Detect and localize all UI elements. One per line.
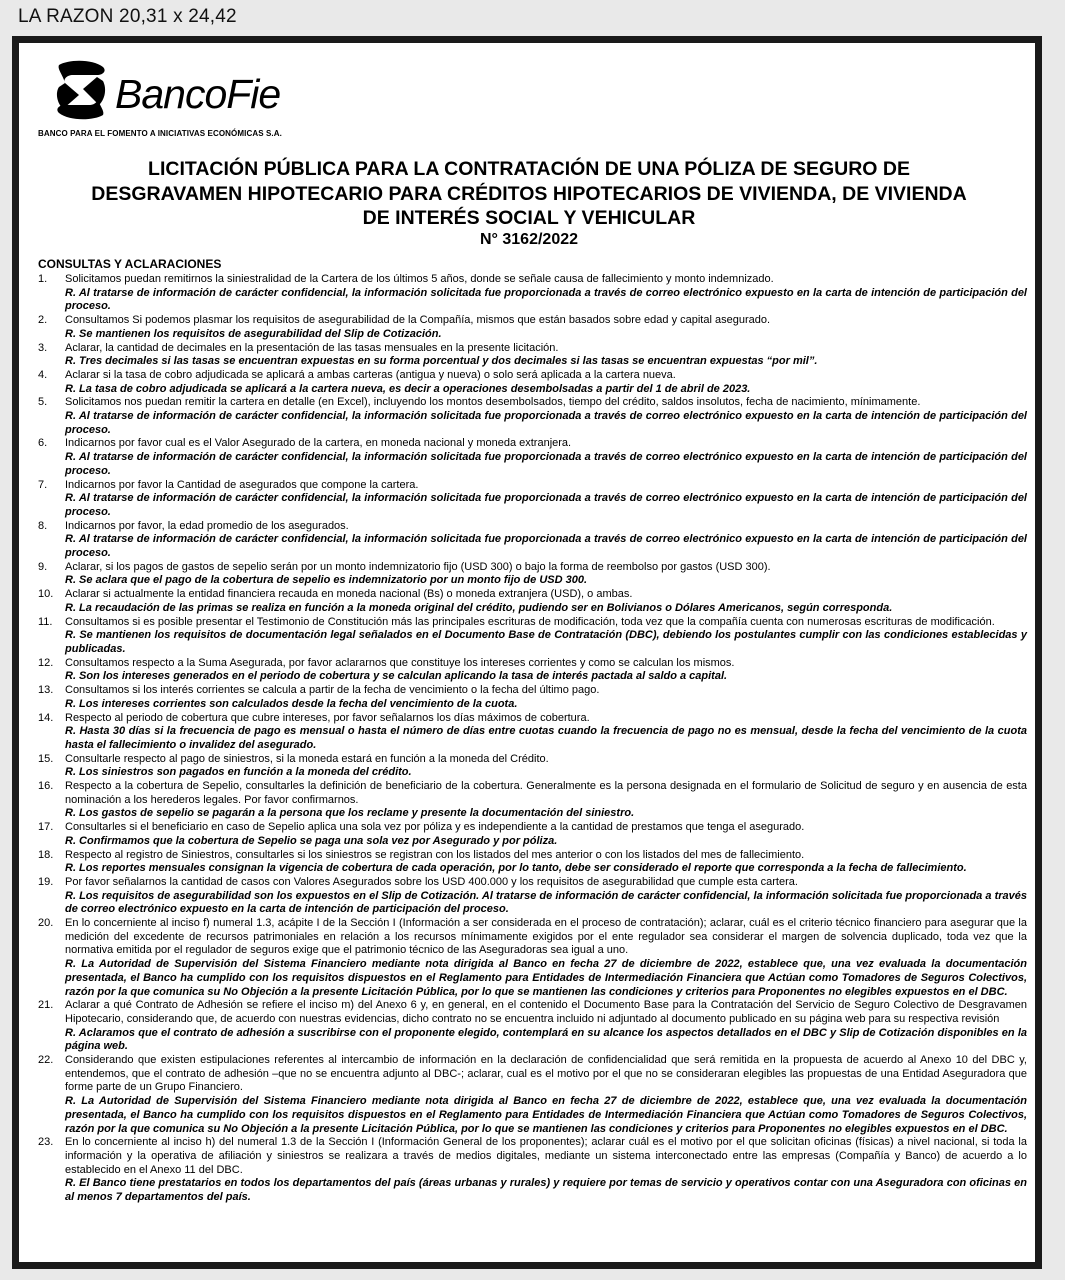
answer-text: R. Al tratarse de información de carácter confidencial, la información solicitada fue proporcionada a través de correo electrónico expuesto en la carta de intención de participación del proceso.: [65, 451, 1027, 477]
item-number: 7.: [38, 478, 48, 491]
item-number: 20.: [38, 917, 54, 930]
question-text: Respecto al registro de Siniestros, consultarles si los siniestros se registran con los listados del mes anterior o con los listados del mes de fallecimiento.: [65, 848, 805, 861]
qa-item: [38, 342, 1027, 369]
answer-text: R. Hasta 30 días si la frecuencia de pago es mensual o hasta el número de días entre cuotas cuando la frecuencia de pago no es mensual, desde la fecha del vencimiento de la cuota hasta el fallecimiento o invalidez del asegurado.: [65, 725, 1027, 751]
answer-text: R. Confirmamos que la cobertura de Sepelio se paga una sola vez por Asegurado y por póliza.: [65, 834, 558, 847]
qa-item: [38, 712, 1027, 753]
qa-item: [38, 369, 1027, 396]
answer-text: R. Al tratarse de información de carácter confidencial, la información solicitada fue proporcionada a través de correo electrónico expuesto en la carta de intención de participación del proceso.: [65, 286, 1027, 313]
qa-item: [38, 1054, 1027, 1136]
bank-tagline: BANCO PARA EL FOMENTO A INICIATIVAS ECONÓMICAS S.A.: [38, 129, 282, 138]
notice-title: LICITACIÓN PÚBLICA PARA LA CONTRATACIÓN DE UNA PÓLIZA DE SEGURO DE DESGRAVAMEN HIPOTECARIO PARA CRÉDITOS HIPOTECARIOS DE VIVIENDA, DE VIVIENDA DE INTERÉS SOCIAL Y VEHICULAR: [91, 158, 967, 229]
question-text: Indicarnos por favor cual es el Valor Asegurado de la cartera, en moneda nacional y moneda extranjera.: [65, 437, 572, 450]
question-text: En lo concerniente al inciso f) numeral 1.3, acápite I de la Sección I (Información a ser considerada en el proceso de contratación); aclarar, cuál es el criterio técnico financiero para asegurar que la medición del excedente de recursos patrimoniales en relación a los recursos mínimamente exigidos por el ente regulador sea considerar el margen de solvencia duplicado, toda vez que la normativa emitida por el regulador de seguros exige que el patrimonio técnico de las Aseguradoras sea igual a uno.: [65, 917, 1027, 957]
question-text: Consultamos si los interés corrientes se calcula a partir de la fecha de vencimiento o la fecha del último pago.: [65, 684, 600, 697]
qa-item: [38, 273, 1027, 314]
item-number: 21.: [38, 999, 54, 1012]
item-number: 10.: [38, 588, 54, 601]
notice-content: [31, 53, 1027, 1256]
question-text: Aclarar, la cantidad de decimales en la presentación de las tasas mensuales en la presente licitación.: [65, 341, 559, 354]
item-number: 1.: [38, 273, 48, 285]
qa-item: [38, 684, 1027, 711]
brand-name: BancoFie: [115, 71, 281, 117]
qa-item: [38, 314, 1027, 341]
item-number: 12.: [38, 656, 54, 669]
qa-item: [38, 616, 1027, 657]
question-text: En lo concerniente al inciso h) del numeral 1.3 de la Sección I (Información General de los proponentes); aclarar cuál es el motivo por el que solicitan oficinas (físicas) a nivel nacional, si toda la información y la operativa de afiliación y siniestros se realizara a través de medios digitales, mediante un sistema interconectado entre las empresas (Compañía y Banco) de acuerdo a lo establecido en el Anexo 11 del DBC.: [65, 1136, 1027, 1176]
question-text: Consultamos respecto a la Suma Asegurada, por favor aclararnos que constituye los intereses corrientes y como se calculan los mismos.: [65, 656, 735, 669]
question-text: Solicitamos nos puedan remitir la cartera en detalle (en Excel), incluyendo los montos desembolsados, tiempo del crédito, saldos insolutos, fecha de nacimiento, mínimamente.: [65, 396, 921, 409]
question-text: Aclarar, si los pagos de gastos de sepelio serán por un monto indemnizatorio fijo (USD 300) o bajo la forma de reembolso por gastos (USD 300).: [65, 560, 771, 573]
answer-text: R. Se mantienen los requisitos de asegurabilidad del Slip de Cotización.: [65, 327, 442, 340]
question-text: Por favor señalarnos la cantidad de casos con Valores Asegurados sobre los USD 400.000 y los requisitos de asegurabilidad que cumple esta cartera.: [65, 875, 798, 888]
item-number: 14.: [38, 711, 54, 724]
qa-item: [38, 437, 1027, 478]
qa-item: [38, 780, 1027, 821]
item-number: 15.: [38, 752, 54, 765]
answer-text: R. Los requisitos de asegurabilidad son los expuestos en el Slip de Cotización. Al tratarse de información de carácter confidencial, la información solicitada fue proporcionada a través de correo electrónico expuesto en la carta de intención de participación del proceso.: [65, 889, 1027, 916]
question-text: Consultarles si el beneficiario en caso de Sepelio aplica una sola vez por póliza y es independiente a la cantidad de prestamos que tenga el asegurado.: [65, 821, 805, 834]
question-text: Indicarnos por favor, la edad promedio de los asegurados.: [65, 519, 349, 532]
publication-caption: LA RAZON 20,31 x 24,42: [18, 6, 237, 27]
item-number: 2.: [38, 314, 48, 327]
qa-item: [38, 999, 1027, 1054]
tender-number: N° 3162/2022: [479, 231, 579, 248]
question-text: Respecto al periodo de cobertura que cubre intereses, por favor señalarnos los días máximos de cobertura.: [65, 711, 590, 724]
answer-text: R. Los intereses corrientes son calculados desde la fecha del vencimiento de la cuota.: [65, 697, 518, 710]
question-text: Respecto a la cobertura de Sepelio, consultarles la definición de beneficiario de la cobertura. Generalmente es la persona designada en el formulario de Solicitud de seguro y en ausencia de esta nominación a los herederos legales. Por favor confirmarnos.: [65, 780, 1027, 806]
qa-item: [38, 821, 1027, 848]
item-number: 13.: [38, 684, 54, 697]
section-title: CONSULTAS Y ACLARACIONES: [38, 257, 222, 271]
answer-text: R. Los gastos de sepelio se pagarán a la persona que los reclame y presente la documentación del siniestro.: [65, 807, 635, 820]
answer-text: R. Los siniestros son pagados en función a la moneda del crédito.: [65, 766, 412, 779]
qa-item: [38, 396, 1027, 437]
answer-text: R. Los reportes mensuales consignan la vigencia de cobertura de cada operación, por lo tanto, debe ser considerado el reporte que corresponda a la fecha de fallecimiento.: [65, 862, 967, 875]
qa-item: [38, 849, 1027, 876]
bank-logo: [53, 59, 313, 131]
answer-text: R. El Banco tiene prestatarios en todos los departamentos del país (áreas urbanas y rurales) y requiere por temas de servicio y operativos contar con una Aseguradora con oficinas en al menos 7 departamentos del país.: [65, 1177, 1027, 1204]
item-number: 4.: [38, 368, 48, 381]
answer-text: R. Se mantienen los requisitos de documentación legal señalados en el Documento Base de Contratación (DBC), debiendo los postulantes cumplir con las condiciones establecidas y publicadas.: [65, 629, 1027, 655]
question-text: Consultamos si es posible presentar el Testimonio de Constitución más las principales escrituras de modificación, toda vez que la compañía cuenta con numerosas escrituras de modificación.: [65, 615, 995, 628]
qa-item: [38, 561, 1027, 588]
qa-item: [38, 1136, 1027, 1205]
item-number: 22.: [38, 1054, 54, 1067]
answer-text: R. Tres decimales si las tasas se encuentran expuestas en su forma porcentual y dos decimales si las tasas se encuentran expuestas “por mil”.: [65, 355, 818, 368]
question-text: Consultamos Si podemos plasmar los requisitos de asegurabilidad de la Compañía, mismos que están basados sobre edad y capital asegurado.: [65, 314, 771, 327]
qa-item: [38, 917, 1027, 999]
qa-item: [38, 657, 1027, 684]
bank-logo-icon: [53, 59, 109, 121]
question-text: Aclarar si actualmente la entidad financiera recauda en moneda nacional (Bs) o moneda extranjera (USD), o ambas.: [65, 588, 633, 601]
answer-text: R. Al tratarse de información de carácter confidencial, la información solicitada fue proporcionada a través de correo electrónico expuesto en la carta de intención de participación del proceso.: [65, 533, 1027, 560]
item-number: 18.: [38, 848, 54, 861]
qa-item: [38, 588, 1027, 615]
qa-item: [38, 479, 1027, 520]
answer-text: R. Son los intereses generados en el periodo de cobertura y se calculan aplicando la tasa de interés pactada al saldo a capital.: [65, 670, 728, 683]
answer-text: R. La tasa de cobro adjudicada se aplicará a la cartera nueva, es decir a operaciones desembolsadas a partir del 1 de abril de 2023.: [65, 382, 751, 395]
answer-text: R. La recaudación de las primas se realiza en función a la moneda original del crédito, pudiendo ser en Bolivianos o Dólares Americanos, según corresponda.: [65, 601, 893, 614]
item-number: 3.: [38, 341, 48, 354]
question-text: Consultarle respecto al pago de siniestros, si la moneda estará en función a la moneda del Crédito.: [65, 752, 549, 765]
item-number: 17.: [38, 821, 54, 834]
answer-text: R. Aclaramos que el contrato de adhesión a suscribirse con el proponente elegido, contemplará en su alcance los aspectos detallados en el DBC y Slip de Cotización disponibles en la página web.: [65, 1026, 1027, 1053]
answer-text: R. La Autoridad de Supervisión del Sistema Financiero mediante nota dirigida al Banco en fecha 27 de diciembre de 2022, establece que, una vez evaluada la documentación presentada, el Banco ha cumplido con los requisitos dispuestos en el Reglamento para Entidades de Intermediación Financiera que Actúan como Tomadores de Seguros Colectivos, razón por la que comunica su No Objeción a la presente Licitación Pública, por lo que se mantienen las condiciones y criterios para Proponentes no elegibles expuestos en el DBC.: [65, 958, 1027, 998]
question-text: Aclarar si la tasa de cobro adjudicada se aplicará a ambas carteras (antigua y nueva) o solo será aplicada a la cartera nueva.: [65, 368, 676, 381]
question-text: Solicitamos puedan remitirnos la siniestralidad de la Cartera de los últimos 5 años, donde se señale causa de fallecimiento y monto indemnizado.: [65, 273, 774, 285]
qa-item: [38, 876, 1027, 917]
qa-item: [38, 753, 1027, 780]
item-number: 16.: [38, 780, 54, 793]
item-number: 5.: [38, 396, 48, 409]
question-text: Considerando que existen estipulaciones referentes al intercambio de información en la declaración de confidencialidad que será remitida en la propuesta de acuerdo al Anexo 10 del DBC y, entendemos, que el contrato de adhesión –que no se encuentra adjunto al DBC-; aclarar, cual es el motivo por el que no se consideraran elegibles las propuestas de una Entidad Aseguradora que forme parte de un Grupo Financiero.: [65, 1054, 1027, 1094]
item-number: 8.: [38, 519, 48, 532]
answer-text: R. Al tratarse de información de carácter confidencial, la información solicitada fue proporcionada a través de correo electrónico expuesto en la carta de intención de participación del proceso.: [65, 492, 1027, 518]
answer-text: R. Se aclara que el pago de la cobertura de sepelio es indemnizatorio por un monto fijo de USD 300.: [65, 574, 588, 587]
qa-item: [38, 520, 1027, 561]
answer-text: R. Al tratarse de información de carácter confidencial, la información solicitada fue proporcionada a través de correo electrónico expuesto en la carta de intención de participación del proceso.: [65, 410, 1027, 436]
answer-text: R. La Autoridad de Supervisión del Sistema Financiero mediante nota dirigida al Banco en fecha 27 de diciembre de 2022, establece que, una vez evaluada la documentación presentada, el Banco ha cumplido con los requisitos dispuestos en el Reglamento para Entidades de Intermediación Financiera que Actúan como Tomadores de Seguros Colectivos, razón por la que comunica su No Objeción a la presente Licitación Pública, por lo que se mantienen las condiciones y criterios para Proponentes no elegibles expuestos en el DBC.: [65, 1095, 1027, 1135]
item-number: 6.: [38, 437, 48, 450]
item-number: 19.: [38, 875, 54, 888]
item-number: 9.: [38, 560, 48, 573]
notice-frame: [12, 36, 1042, 1269]
item-number: 23.: [38, 1136, 54, 1149]
question-text: Indicarnos por favor la Cantidad de asegurados que compone la cartera.: [65, 478, 419, 491]
question-text: Aclarar a qué Contrato de Adhesión se refiere el inciso m) del Anexo 6 y, en general, en el contenido el Documento Base para la Contratación del Servicio de Seguro Colectivo de Desgravamen Hipotecario, considerando que, de acuerdo con nuestras evidencias, dicho contrato no se encuentra incluido ni adjuntado al documento publicado en su página web para su respectiva revisión: [65, 999, 1027, 1025]
item-number: 11.: [38, 615, 53, 628]
qa-list: [38, 273, 1027, 1205]
